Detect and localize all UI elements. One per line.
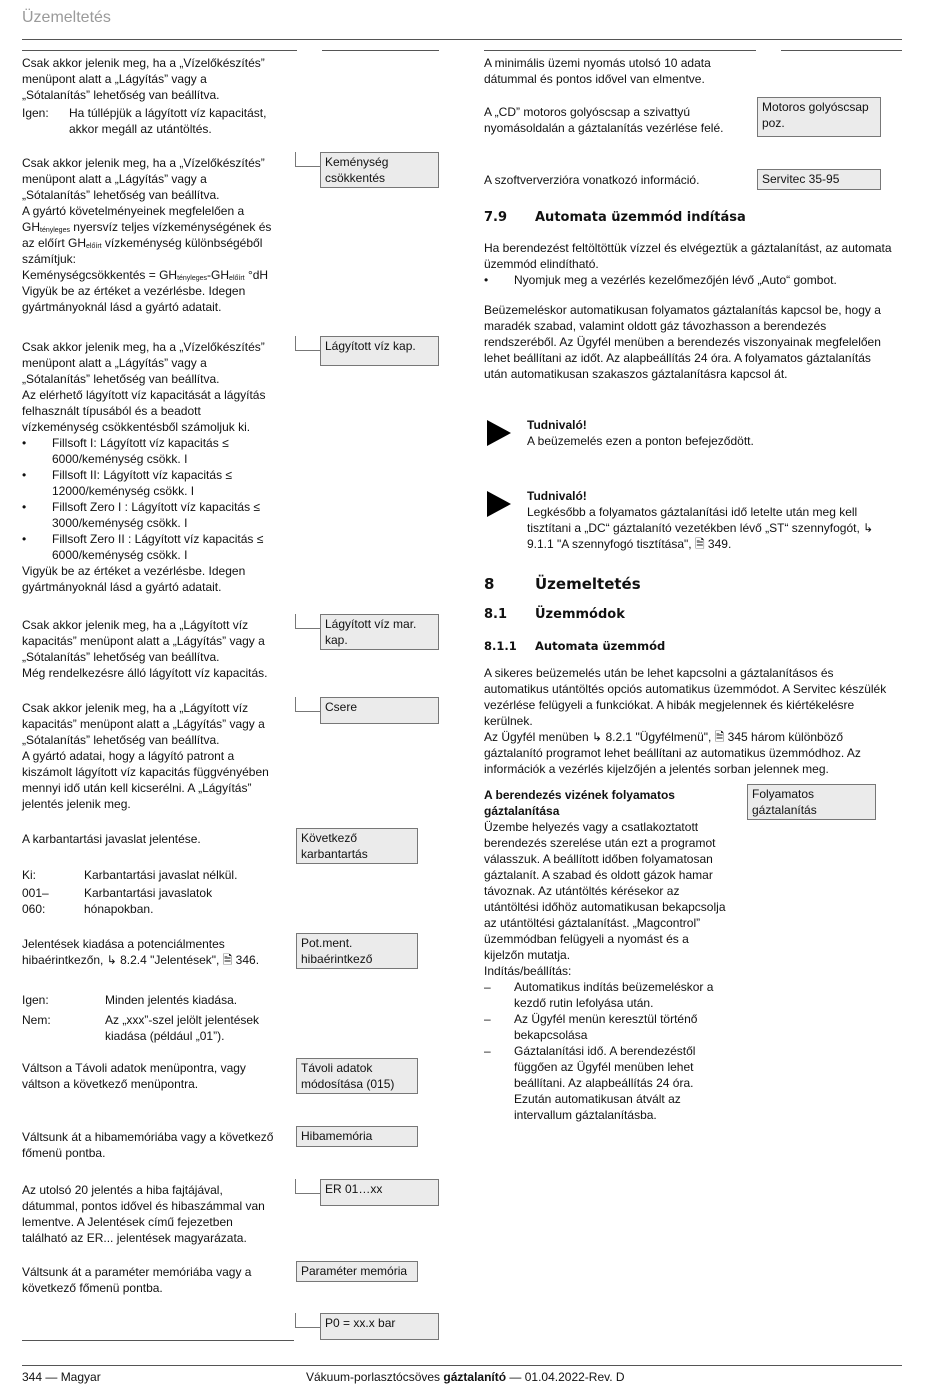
footer-rule — [22, 1365, 902, 1366]
header-rule — [22, 39, 902, 40]
subprogram: A berendezés vizének folyamatos gáztalanítása Üzembe helyezés vagy a csatlakoztatott berendezés szerelése után ezt a programot válasszuk. A beállított időben folyamatosan gáztalanít. A szabad és oldott gázok hamar távoznak. Az utántöltés kérésekor az utántöltési időhöz automatikusan bekapcsolja az utántöltési gáztalanítást. „Magcontrol” üzemmódban felügyeli a nyomást és a kijelzőn mutatja. Indítás/beállítás: – Automatikus indítás beüzemeléskor a kezdő rutin lefolyása után. – Az Ügyfél menün keresztül történő bekapcsolása – Gáztalanítási idő. A berendezéstől függően az Ügyfél menüben lehet beállítani. Az alapbeállítás 24 óra. Ezután automatikusan átvált az intervallum gáztalanításba. — [484, 788, 726, 1122]
menu-box-next-maintenance: Következő karbantartás — [296, 828, 418, 864]
param-desc: Csak akkor jelenik meg, ha a „Vízelőkészítés” menüpont alatt a „Lágyítás” vagy a „Sótalanítás” lehetőség van beállítva. Igen: Ha túllépjük a lágyított víz kapacitást, akkor megáll az utántöltés. — [22, 56, 267, 136]
connector — [295, 1313, 322, 1328]
subsection-number: 8.1.1 — [484, 639, 517, 653]
footer-title: Vákuum-porlasztócsöves gáztalanító — 01.04.2022-Rev. D — [306, 1370, 625, 1384]
note-arrow-icon — [487, 420, 511, 446]
menu-box-hardness: Keménység csökkentés — [320, 152, 439, 188]
param-desc: Csak akkor jelenik meg, ha a „Lágyított víz kapacitás” menüpont alatt a „Lágyítás” vagy a „Sótalanítás” lehetőség van beállítva. A gyártó adatai, hogy a lágyító patront a kiszámolt lágyított víz kapacitás függvényében mennyi idő után kell kicserélni. A „Lágyítás” jelentés jelenik meg. — [22, 701, 269, 811]
page-number: 344 — Magyar — [22, 1370, 101, 1384]
param-desc: Csak akkor jelenik meg, ha a „Lágyított víz kapacitás” menüpont alatt a „Lágyítás” vagy a „Sótalanítás” lehetőség van beállítva. Még rendelkezésre álló lágyított víz kapacitás. — [22, 618, 268, 680]
section-number: 7.9 — [484, 210, 508, 225]
header-title: Üzemeltetés — [22, 9, 111, 26]
menu-box-remaining-capacity: Lágyított víz mar. kap. — [320, 614, 439, 650]
menu-box-remote-data: Távoli adatok módosítása (015) — [296, 1058, 418, 1094]
param-desc: Csak akkor jelenik meg, ha a „Vízelőkészítés” menüpont alatt a „Lágyítás” vagy a „Sótalanítás” lehetőség van beállítva. A gyártó követelményeinek megfelelően a $GH_{tényleges}$ nyersvíz teljes vízkeménységének és az előírt $GH_{előírt}$ vízkeménység különbségéből számítjuk: Keménységcsökkentés = $GH_{tényleges}-GH_{előírt}$ °dH Vigyük be az értéket a vezérlésbe. Idegen gyártmányoknál lásd a gyártó adatait. — [22, 156, 272, 314]
section-title: Üzemmódok — [535, 607, 625, 622]
chapter-number: 8 — [484, 575, 495, 593]
menu-box-fault-contact: Pot.ment. hibaérintkező — [296, 933, 418, 969]
param-desc: A karbantartási javaslat jelentése. — [22, 832, 201, 846]
menu-box-continuous-degassing: Folyamatos gáztalanítás — [747, 784, 876, 820]
param-desc: A „CD” motoros golyóscsap a szivattyú nyomásoldalán a gáztalanítás vezérlése felé. — [484, 105, 724, 135]
menu-box-param-memory: Paraméter memória — [296, 1261, 418, 1282]
menu-box-software: Servitec 35-95 — [757, 169, 881, 190]
param-desc: Jelentések kiadása a potenciálmentes hibaérintkezőn, ↳ 8.2.4 "Jelentések", 🗎 346. — [22, 937, 260, 967]
col-rule — [22, 50, 297, 51]
col-rule — [781, 50, 902, 51]
section-title: Automata üzemmód indítása — [535, 210, 746, 225]
col-rule — [322, 50, 439, 51]
menu-box-exchange: Csere — [320, 697, 439, 724]
menu-box-softened-capacity: Lágyított víz kap. — [320, 336, 439, 366]
subsection-title: Automata üzemmód — [535, 639, 666, 653]
connector — [295, 614, 322, 629]
connector — [295, 1179, 322, 1194]
paragraph: A sikeres beüzemelés után be lehet kapcsolni a gáztalanításos és automatikus utántöltés opciós automatikus üzemmódot. A Servitec készülék vezérlése felügyeli a funkciókat. A hibák megjelennek és kiértékelésre kerülnek. Az Ügyfél menüben ↳ 8.2.1 "Ügyfélmenü", 🗎 345 három különböző gáztalanító programot lehet beállítani az automatikus üzemmódhoz. Az információk a vezérlés kijelzőjén a jelentés sorban jelennek meg. — [484, 666, 887, 776]
connector — [295, 697, 322, 712]
col-rule — [22, 1340, 294, 1341]
connector — [295, 152, 322, 167]
param-desc: Váltsunk át a hibamemóriába vagy a következő főmenü pontba. — [22, 1130, 274, 1160]
menu-box-ball-valve: Motoros golyóscsap poz. — [757, 97, 881, 137]
param-desc: Az utolsó 20 jelentés a hiba fajtájával, dátummal, pontos idővel és hibaszámmal van lementve. A Jelentések című fejezetben található az ER... jelentések magyarázata. — [22, 1183, 265, 1245]
paragraph: Ha berendezést feltöltöttük vízzel és elvégeztük a gáztalanítást, az automata üzemmód elindítható. • Nyomjuk meg a vezérlés kezelőmezőjén lévő „Auto“ gombot. — [484, 241, 892, 287]
note: Tudnivaló! Legkésőbb a folyamatos gáztalanítási idő letelte után meg kell tisztítani a „DC“ gáztalanító vezetékben lévő „ST“ szennyfogót, ↳ 9.1.1 "A szennyfogó tisztítása", 🗎 349. — [527, 489, 874, 551]
menu-box-error-memory: Hibamemória — [296, 1126, 418, 1147]
param-desc: A szoftververzióra vonatkozó információ. — [484, 173, 700, 187]
chapter-title: Üzemeltetés — [535, 575, 641, 593]
param-desc: Váltsunk át a paraméter memóriába vagy a következő főmenü pontba. — [22, 1265, 252, 1295]
menu-box-p0: P0 = xx.x bar — [320, 1313, 439, 1340]
param-desc: Váltson a Távoli adatok menüpontra, vagy váltson a következő menüpontra. — [22, 1061, 246, 1091]
param-options: Igen: Minden jelentés kiadása. Nem: Az „xxx”-szel jelölt jelentések kiadása (például „01”). — [22, 993, 260, 1043]
menu-box-er: ER 01…xx — [320, 1179, 439, 1206]
param-options: Ki: Karbantartási javaslat nélkül. 001–060: Karbantartási javaslatok hónapokban. — [22, 868, 238, 916]
section-number: 8.1 — [484, 607, 508, 622]
note-arrow-icon — [487, 491, 511, 517]
note: Tudnivaló! A beüzemelés ezen a ponton befejeződött. — [527, 418, 754, 448]
param-desc: Csak akkor jelenik meg, ha a „Vízelőkészítés” menüpont alatt a „Lágyítás” vagy a „Sótalanítás” lehetőség van beállítva. Az elérhető lágyított víz kapacitását a lágyítás felhasznált típusából és a beadott vízkeménység csökkentésből számoljuk ki. • Fillsoft I: Lágyított víz kapacitás ≤ 6000/keménység csökk. I • Fillsoft II: Lágyított víz kapacitás ≤ 12000/keménység csökk. I • Fillsoft Zero I : Lágyított víz kapacitás ≤ 3000/keménység csökk. I • Fillsoft Zero II : Lágyított víz kapacitás ≤ 6000/keménység csökk. I Vigyük be az értéket a vezérlésbe. Idegen gyártmányoknál lásd a gyártó adatait. — [22, 340, 266, 594]
param-desc: A minimális üzemi nyomás utolsó 10 adata dátummal és pontos idővel van elmentve. — [484, 56, 711, 86]
paragraph: Beüzemeléskor automatikusan folyamatos gáztalanítás kapcsol be, hogy a maradék szabad, valamint oldott gáz távozhasson a berendezés rendszeréből. Az Ügyfél menüben a berendezés viszonyainak megfelelően lehet beállítani az időt. Az alapbeállítás 24 óra. A folyamatos gáztalanítás után automatikusan szakaszos gáztalanításra kapcsol át. — [484, 303, 881, 381]
connector — [295, 336, 322, 351]
col-rule — [484, 50, 756, 51]
